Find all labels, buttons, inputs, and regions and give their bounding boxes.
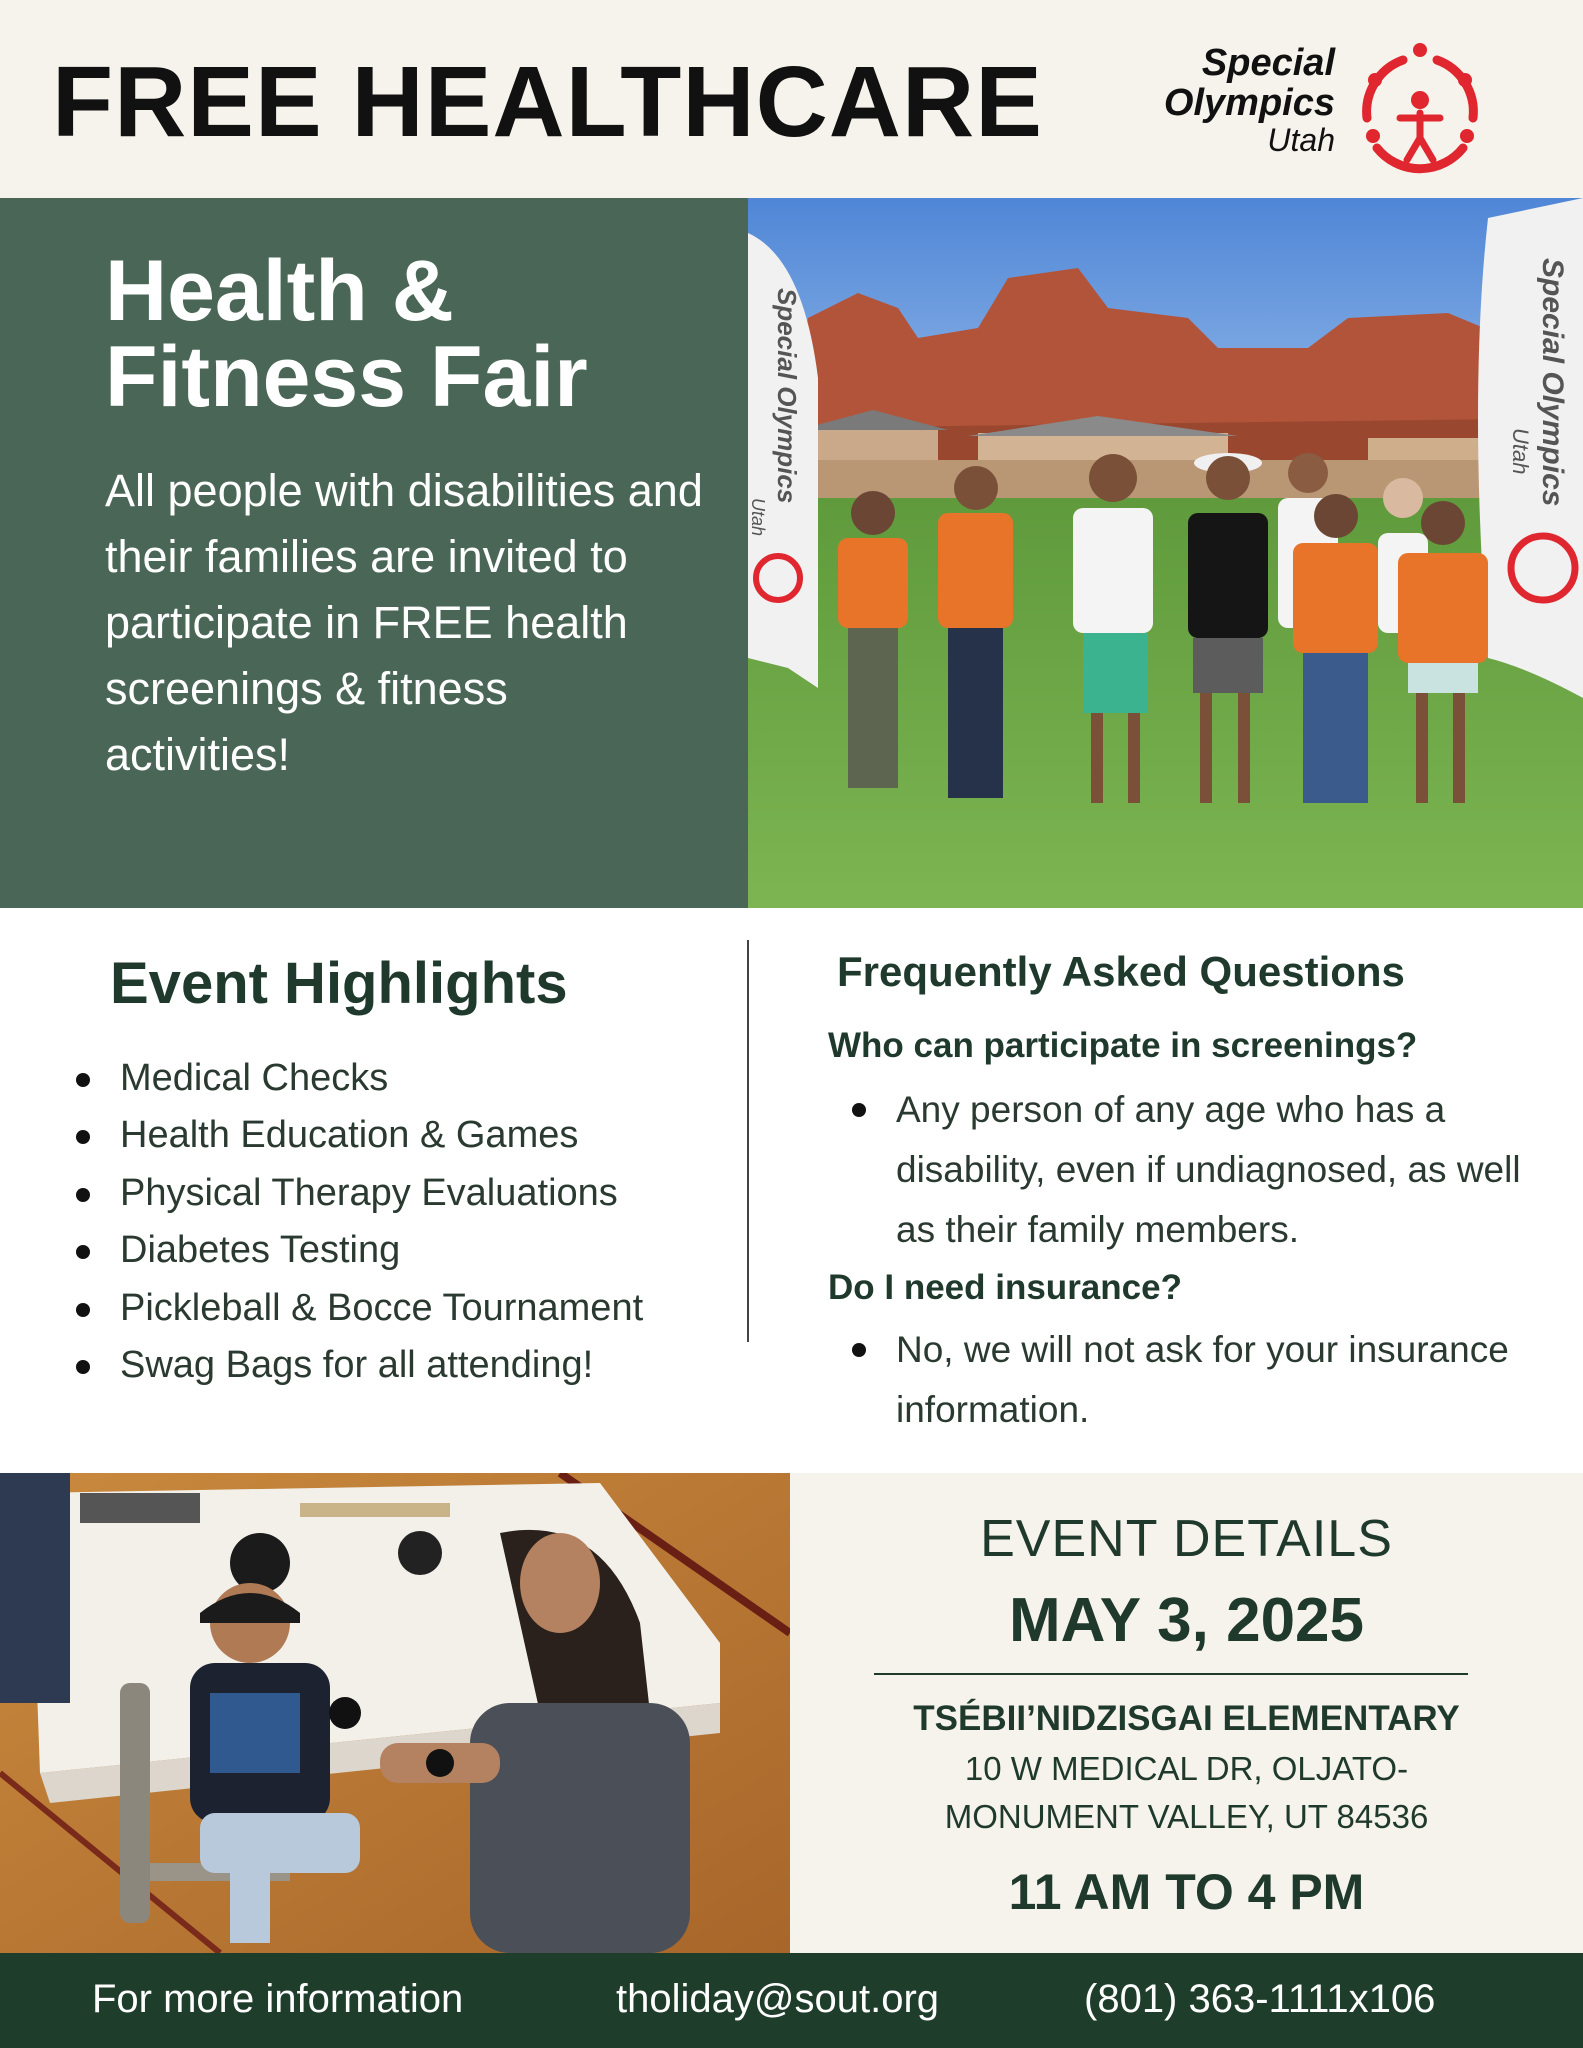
faq-answer-1: Any person of any age who has a disability, even if undiagnosed, as well as their family members. (852, 1080, 1532, 1260)
logo-text (1164, 44, 1335, 157)
special-olympics-emblem-icon (1345, 38, 1495, 178)
faq-question-1: Who can participate in screenings? (828, 1026, 1418, 1065)
list-item: Health Education & Games (76, 1107, 643, 1164)
list-item: Physical Therapy Evaluations (76, 1165, 643, 1222)
info-section (0, 908, 1583, 1473)
highlights-title: Event Highlights (110, 951, 568, 1016)
highlights-list (76, 1050, 643, 1394)
address-line-1: 10 W MEDICAL DR, OLJATO- (964, 1750, 1409, 1787)
list-item: Pickleball & Bocce Tournament (76, 1280, 643, 1337)
section-divider (747, 940, 749, 1342)
footer-phone-link[interactable]: (801) 363-1111x106 (1084, 1977, 1436, 2021)
list-item: Diabetes Testing (76, 1222, 643, 1279)
faq-title: Frequently Asked Questions (837, 948, 1405, 995)
event-time: 11 AM TO 4 PM (1008, 1864, 1365, 1920)
hero-title-line-1: Health & (105, 243, 454, 339)
faq-answer-2: No, we will not ask for your insurance information. (852, 1320, 1532, 1440)
main-title: FREE HEALTHCARE (52, 46, 1043, 158)
event-address (790, 1745, 1583, 1841)
event-venue: TSÉBII’NIDZISGAI ELEMENTARY (913, 1699, 1460, 1738)
list-item: Swag Bags for all attending! (76, 1337, 643, 1394)
right-banner-text: Special Olympics (1536, 258, 1569, 507)
left-banner-subtext: Utah (748, 498, 768, 537)
footer-email-link[interactable]: tholiday@sout.org (616, 1977, 940, 2021)
event-date: MAY 3, 2025 (1008, 1586, 1365, 1655)
details-divider (874, 1673, 1468, 1675)
header (0, 0, 1583, 198)
footer-info-label: For more information (92, 1977, 464, 2021)
hero-description: All people with disabilities and their families are invited to participate in FREE health screenings & fitness activities! (105, 465, 703, 780)
hero-title (105, 243, 588, 425)
logo-line-2: Olympics (1163, 81, 1335, 124)
logo-line-1: Special (1201, 42, 1335, 84)
footer (0, 1953, 1583, 2048)
address-line-2: MONUMENT VALLEY, UT 84536 (944, 1798, 1429, 1835)
hero-title-line-2: Fitness Fair (105, 329, 588, 425)
list-item: Medical Checks (76, 1050, 643, 1107)
group-photo-illustration (748, 198, 1583, 908)
screening-photo-illustration (0, 1473, 790, 1953)
left-banner-text: Special Olympics (772, 288, 802, 504)
right-banner-subtext: Utah (1508, 428, 1533, 475)
logo-line-3: Utah (1267, 121, 1335, 158)
hero-panel (0, 198, 748, 908)
special-olympics-logo (1110, 38, 1510, 178)
screening-photo (0, 1473, 790, 1953)
faq-question-2: Do I need insurance? (828, 1268, 1182, 1307)
event-details-label: EVENT DETAILS (980, 1510, 1393, 1568)
group-photo (748, 198, 1583, 908)
event-details (790, 1473, 1583, 1953)
